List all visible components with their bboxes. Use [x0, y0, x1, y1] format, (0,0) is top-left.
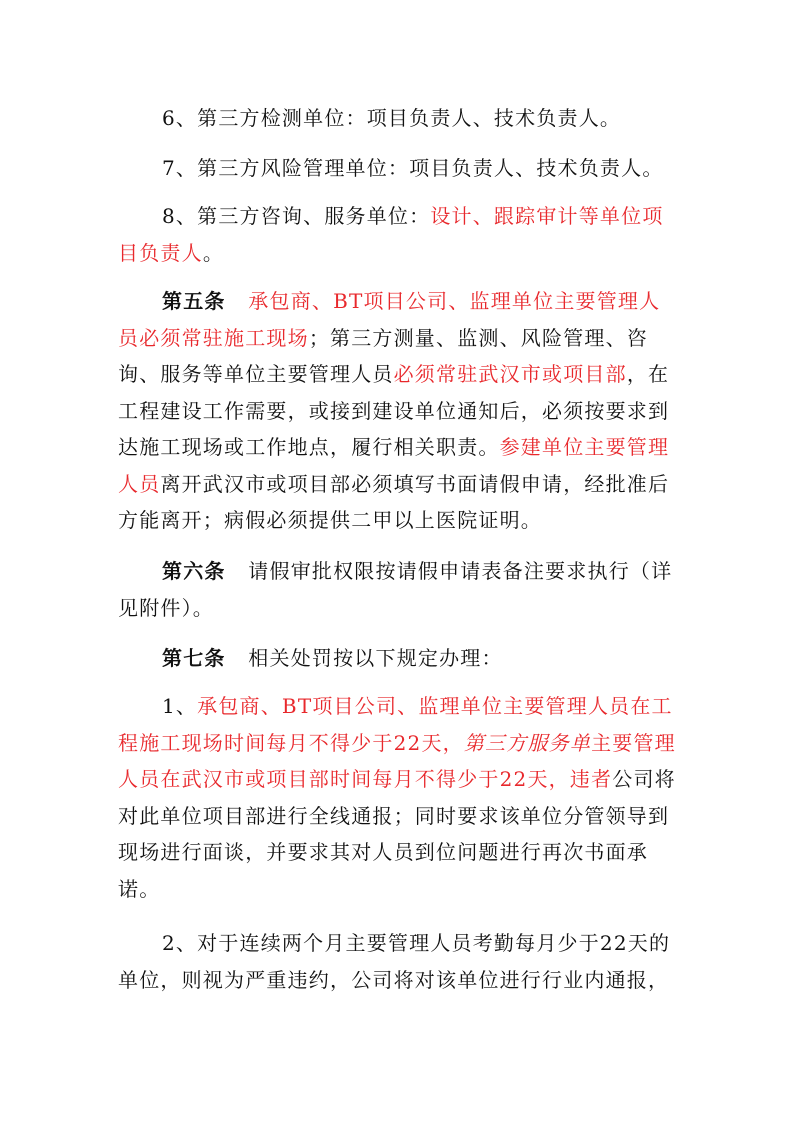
article-5-text-1: ；第三方测量、监测、风险管理、咨询、服务等单位主要管理人员: [118, 325, 649, 386]
article-6-text: 请假审批权限按请假申请表备注要求执行（详见附件）。: [118, 559, 673, 620]
item-1-text: 公司将对此单位项目部进行全线通报；同时要求该单位分管领导到现场进行面谈，并要求其对人员到位问题进行再次书面承诺。: [118, 767, 676, 901]
item-1-highlight-1: 承包商、BT项目公司、监理单位主要管理人员在工程施工现场时间每月不得少于22天，: [118, 694, 673, 755]
article-5-highlight-1: 承包商、BT项目公司、监理单位主要管理人员必须常驻施工现场: [118, 289, 661, 350]
paragraph-item-7: [118, 150, 678, 187]
article-5-text-2: ，在工程建设工作需要，或接到建设单位通知后，必须按要求到达施工现场或工作地点，履行相关职责。: [118, 362, 670, 459]
item-8-end: 。: [202, 240, 225, 265]
item-1-number: 1、: [162, 694, 198, 718]
article-5-text-3: 离开武汉市或项目部必须填写书面请假申请，经批准后方能离开；病假必须提供二甲以上医院证明。: [118, 471, 670, 532]
item-1-highlight-2: 主要管理人员在武汉市或项目部时间每月不得少于22天，违者: [118, 730, 676, 791]
article-5-highlight-2: 必须常驻武汉市或项目部: [393, 362, 627, 386]
article-5-title: 第五条: [162, 289, 226, 313]
article-7-title: 第七条: [162, 646, 226, 670]
paragraph-item-2: [118, 925, 678, 998]
article-5-highlight-3: 参建单位主要管理人员: [118, 435, 670, 496]
paragraph-item-6: [118, 100, 678, 137]
item-8-highlight: 设计、跟踪审计等单位项目负责人: [118, 204, 664, 265]
paragraph-item-8: [118, 198, 678, 271]
item-8-text: 8、第三方咨询、服务单位：: [162, 204, 431, 228]
paragraph-item-1: [118, 688, 678, 907]
item-2-text: 2、对于连续两个月主要管理人员考勤每月少于22天的单位，则视为严重违约，公司将对该单位进行行业内通报，: [118, 931, 671, 992]
item-7-text: 7、第三方风险管理单位：项目负责人、技术负责人。: [162, 156, 664, 180]
article-6-title: 第六条: [162, 559, 226, 583]
item-6-text: 6、第三方检测单位：项目负责人、技术负责人。: [162, 106, 622, 130]
article-7: [118, 640, 678, 677]
article-5: [118, 283, 678, 539]
article-6: [118, 553, 678, 626]
item-1-highlight-italic: 第三方服务单: [463, 730, 592, 755]
article-7-text: 相关处罚按以下规定办理：: [248, 646, 503, 670]
